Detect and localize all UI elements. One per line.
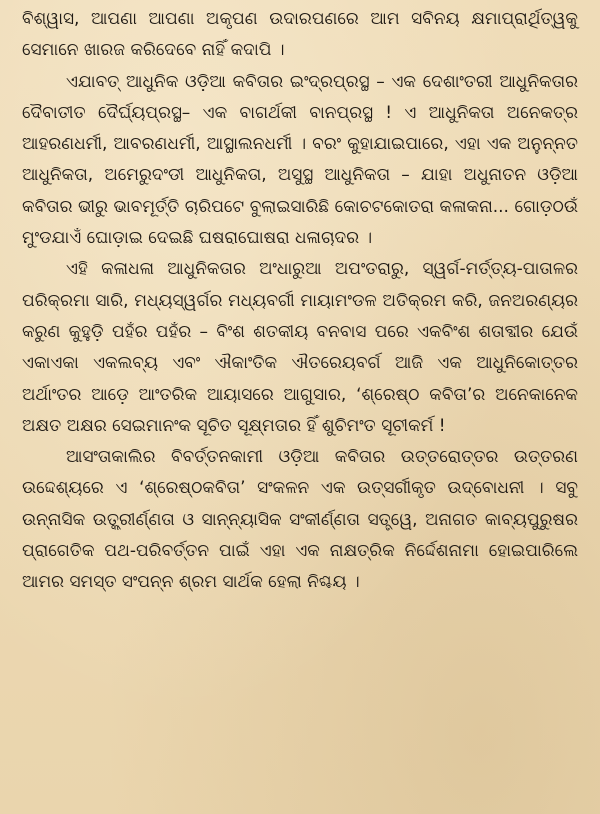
body-text (22, 4, 578, 599)
paragraph-3: ଏହି କଳାଧଳା ଆଧୁନିକତାର ଅଂଧାରୁଆ ଅପଂତରାରୁ, ସ୍ୱର୍ଗ-ମର୍ତ୍ତ୍ୟ-ପାତାଳର ପରିକ୍ରମା ସାରି, ମଧ୍ୟସ୍ୱର୍ଗର ମଧ୍ୟବର୍ଗୀ ମାୟାମଂଡଳ ଅତିକ୍ରମ କରି, ଜନଅରଣ୍ୟର କରୁଣ କୁହୁଡ଼ି ପହଁର ପହଁର – ବିଂଶ ଶତକୀୟ ବନବାସ ପରେ ଏକବିଂଶ ଶତାବ୍ଦୀର ଯେଉଁ ଏକାଏକା ଏକଲବ୍ୟ ଏବଂ ଐକାଂତିକ ଐତରେୟବର୍ଗ ଆଜି ଏକ ଆଧୁନିକୋତ୍ତର ଅର୍ଥାଂତର ଆଡ଼େ ଆଂତରିକ ଆୟାସରେ ଆଗୁସାର, ‘ଶ୍ରେଷ୍ଠ କବିତା’ର ଅନେକାନେକ ଅକ୍ଷତ ଅକ୍ଷର ସେଇମାନଂକ ସୂଚିତ ସୂକ୍ଷ୍ମତାର ହିଁ ଶୁଚିମଂତ ସୂଚୀକର୍ମ ! (22, 259, 578, 436)
paragraph-2: ଏଯାବତ୍ ଆଧୁନିକ ଓଡ଼ିଆ କବିତାର ଇଂଦ୍ରପ୍ରସ୍ଥ – ଏକ ଦେଶାଂତରୀ ଆଧୁନିକତାର ଦୈବାତୀତ ଦୈର୍ଘ୍ୟପ୍ରସ୍ଥ– ଏକ ବାଗର୍ଥକୀ ବାନପ୍ରସ୍ଥ ! ଏ ଆଧୁନିକତା ଅନେକତ୍ର ଆହରଣଧର୍ମୀ, ଆବରଣଧର୍ମୀ, ଆସ୍ଥାଲନଧର୍ମୀ । ବରଂ କୁହାଯାଇପାରେ, ଏହା ଏକ ଅନୁନ୍ନତ ଆଧୁନିକତା, ଅମେରୁଦଂଡୀ ଆଧୁନିକତା, ଅସୁସ୍ଥ ଆଧୁନିକତା – ଯାହା ଅଧୁନାତନ ଓଡ଼ିଆ କବିତାର ଭୀରୁ ଭାବମୂର୍ତ୍ତି ଚାରିପଟେ ବୁଲାଇସାରିଛି କୋଚଟକୋତରା କଳାକନା... ଗୋଡ଼ଠଉଁ ମୁଂଡଯାଏଁ ଘୋଡ଼ାଇ ଦେଇଛି ଘଷରାଘୋଷରା ଧଳାଚାଦର । (22, 71, 578, 249)
paragraph-1: ବିଶ୍ୱାସ, ଆପଣା ଆପଣା ଅକୃପଣ ଉଦାରପଣରେ ଆମ ସବିନୟ କ୍ଷମାପ୍ରାର୍ଥିତ୍ୱକୁ ସେମାନେ ଖାରଜ କରିଦେବେ ନାହିଁ କଦାପି । (22, 9, 578, 61)
paragraph-4: ଆସଂତାକାଲିର ବିବର୍ତ୍ତନକାମୀ ଓଡ଼ିଆ କବିତାର ଉତ୍ତରୋତ୍ତର ଉତ୍ତରଣ ଉଦ୍ଦେଶ୍ୟରେ ଏ ‘ଶ୍ରେଷ୍ଠକବିତା’ ସଂକଳନ ଏକ ଉତ୍ସର୍ଗୀକୃତ ଉଦ୍‌ବୋଧନୀ । ସବୁ ଉନ୍ନାସିକ ଉତ୍କ୍ରୀର୍ଣ୍ଣତା ଓ ସାନ୍ନ୍ୟାସିକ ସଂକୀର୍ଣ୍ଣତା ସତ୍ତ୍ୱେ, ଅନାଗତ କାବ୍ୟପୁରୁଷର ପ୍ରାଗେତିକ ପଥ-ପରିବର୍ତ୍ତନ ପାଇଁ ଏହା ଏକ ନାକ୍ଷତ୍ରିକ ନିର୍ଦ୍ଦେଶନାମା ହୋଇପାରିଲେ ଆମର ସମସ୍ତ ସଂପନ୍ନ ଶ୍ରମ ସାର୍ଥକ ହେଲା ନିଶ୍ଚୟ । (22, 447, 578, 593)
